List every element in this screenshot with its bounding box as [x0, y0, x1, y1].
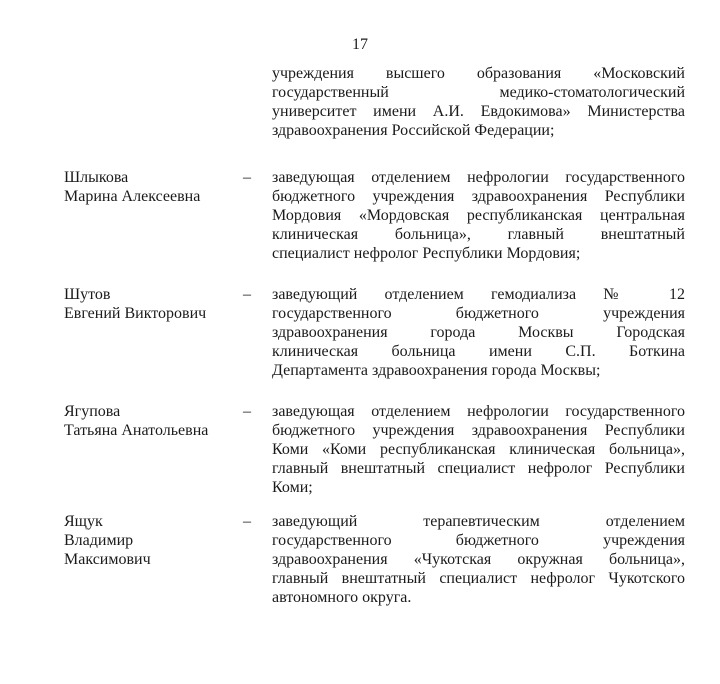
text-line: бюджетного учреждения здравоохранения Республики: [272, 422, 685, 439]
surname: Ящук: [64, 513, 103, 530]
entry-name: [64, 168, 200, 206]
text-line: главный внештатный специалист нефролог Чукотского: [272, 570, 685, 587]
text-line: здравоохранения города Москвы Городская: [272, 324, 685, 341]
text-line: Департамента здравоохранения города Москвы;: [272, 362, 601, 379]
entry-name: [64, 402, 208, 440]
text-line: заведующий терапевтическим отделением: [272, 513, 685, 530]
entry-description: [272, 168, 685, 263]
entry-name: [64, 512, 151, 569]
given-names: Максимович: [64, 551, 151, 568]
text-line: Коми «Коми республиканская клиническая больница»,: [272, 441, 685, 458]
text-line: заведующая отделением нефрологии государственного: [272, 403, 685, 420]
text-line: здравоохранения «Чукотская окружная больница»,: [272, 551, 685, 568]
text-line: государственный медико-стоматологический: [272, 84, 685, 101]
entry-description: [272, 402, 685, 497]
text-line: бюджетного учреждения здравоохранения Республики: [272, 188, 685, 205]
text-line: заведующая отделением нефрологии государственного: [272, 169, 685, 186]
entry-name: [64, 285, 206, 323]
surname: Шлыкова: [64, 169, 129, 186]
surname: Шутов: [64, 286, 111, 303]
dash: –: [243, 169, 251, 186]
entry-description: [272, 512, 685, 607]
text-line: Коми;: [272, 479, 313, 496]
text-line: автономного округа.: [272, 589, 412, 606]
given-names: Владимир: [64, 532, 134, 549]
text-line: Мордовия «Мордовская республиканская центральная: [272, 207, 685, 224]
continuation-text: [272, 64, 685, 140]
text-line: специалист нефролог Республики Мордовия;: [272, 245, 581, 262]
page-number: 17: [352, 36, 368, 53]
text-line: клиническая больница», главный внештатный: [272, 226, 685, 243]
text-line: учреждения высшего образования «Московский: [272, 65, 685, 82]
text-line: государственного бюджетного учреждения: [272, 305, 685, 322]
text-line: университет имени А.И. Евдокимова» Министерства: [272, 103, 685, 120]
given-names: Татьяна Анатольевна: [64, 422, 209, 439]
given-names: Марина Алексеевна: [64, 188, 201, 205]
dash: –: [243, 403, 251, 420]
text-line: клиническая больница имени С.П. Боткина: [272, 343, 685, 360]
text-line: здравоохранения Российской Федерации;: [272, 122, 555, 139]
text-line: государственного бюджетного учреждения: [272, 532, 685, 549]
dash: –: [243, 286, 251, 303]
text-line: главный внештатный специалист нефролог Республики: [272, 460, 685, 477]
text-line: заведующий отделением гемодиализа № 12: [272, 286, 685, 303]
dash: –: [243, 513, 251, 530]
surname: Ягупова: [64, 403, 121, 420]
entry-description: [272, 285, 685, 380]
given-names: Евгений Викторович: [64, 305, 207, 322]
